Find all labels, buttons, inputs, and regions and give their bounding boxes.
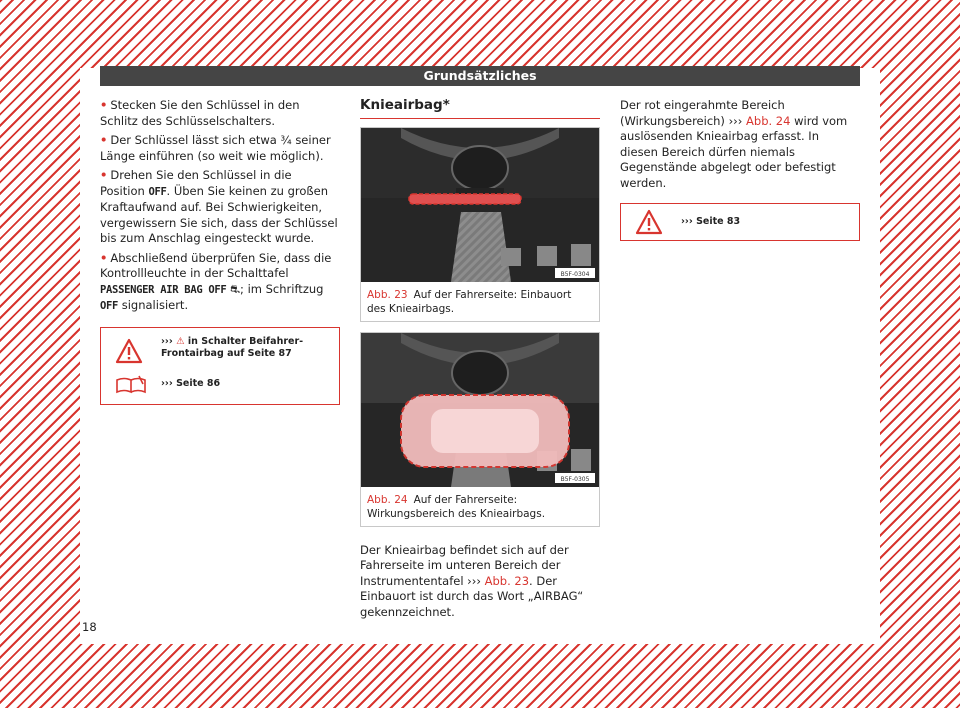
warning-ref-2[interactable]: ››› Seite 86	[161, 377, 221, 389]
figure-23	[360, 127, 600, 322]
column-right	[620, 98, 860, 241]
bullet-2: • Der Schlüssel lässt sich etwa ¾ seiner Länge einführen (so weit wie möglich).	[100, 133, 331, 163]
warning-box-left	[100, 327, 340, 405]
section-title: Knieairbag*	[360, 98, 600, 119]
column-left	[100, 98, 340, 405]
passenger-airbag-off-symbol: PASSENGER AIR BAG OFF	[100, 283, 227, 296]
airbag-person-icon: ⛐	[230, 281, 241, 296]
effect-area-paragraph: Der rot eingerahmte Bereich (Wirkungsbereich) ››› Abb. 24 wird vom auslösenden Knieairbag erfasst. In diesen Bereich dürfen niemals Gegenstände abgelegt oder befestigt werden.	[620, 98, 848, 190]
page-number: 18	[82, 620, 97, 634]
bullet-4: • Abschließend überprüfen Sie, dass die Kontrollleuchte in der Schalttafel PASSENGER AIR BAG OFF ⛐; im Schriftzug OFF signalisiert.	[100, 250, 332, 312]
knee-airbag-location-image	[361, 128, 599, 282]
off-symbol: OFF	[148, 185, 167, 198]
bullet-3: • Drehen Sie den Schlüssel in die Position OFF. Üben Sie keinen zu großen Kraftaufwand auf. Bei Schwierigkeiten, vergewissern Sie sich, dass der Schlüssel bis zum Anschlag eingesteckt wurde.	[100, 168, 338, 245]
warning-box-right	[620, 203, 860, 241]
knee-airbag-paragraph: Der Knieairbag befindet sich auf der Fahrerseite im unteren Bereich der Instrumententafel ››› Abb. 23. Der Einbauort ist durch das Wort „AIRBAG“ gekennzeichnet.	[360, 542, 584, 619]
warning-triangle-icon	[635, 209, 663, 235]
warning-triangle-icon	[115, 338, 143, 364]
warning-ref-right[interactable]: ››› Seite 83	[681, 216, 741, 227]
warning-ref-1[interactable]: ››› ⚠ in Schalter Beifahrer-Frontairbag auf Seite 87	[161, 335, 304, 359]
link-abb-24[interactable]: Abb. 24	[746, 113, 791, 128]
bullet-1: • Stecken Sie den Schlüssel in den Schlitz des Schlüsselschalters.	[100, 98, 300, 128]
book-hand-icon	[115, 374, 149, 396]
svg-text:B5F-0304: B5F-0304	[560, 270, 590, 278]
figure-24	[360, 332, 600, 527]
link-abb-23[interactable]: Abb. 23	[484, 573, 530, 588]
figure-24-caption: Abb. 24 Auf der Fahrerseite: Wirkungsbereich des Knieairbags.	[367, 493, 546, 520]
figure-23-caption: Abb. 23 Auf der Fahrerseite: Einbauort des Knieairbags.	[367, 288, 572, 315]
column-middle	[360, 98, 600, 624]
svg-text:B5F-0305: B5F-0305	[560, 475, 590, 483]
page-header: Grundsätzliches	[100, 66, 860, 86]
knee-airbag-range-image	[361, 333, 599, 487]
